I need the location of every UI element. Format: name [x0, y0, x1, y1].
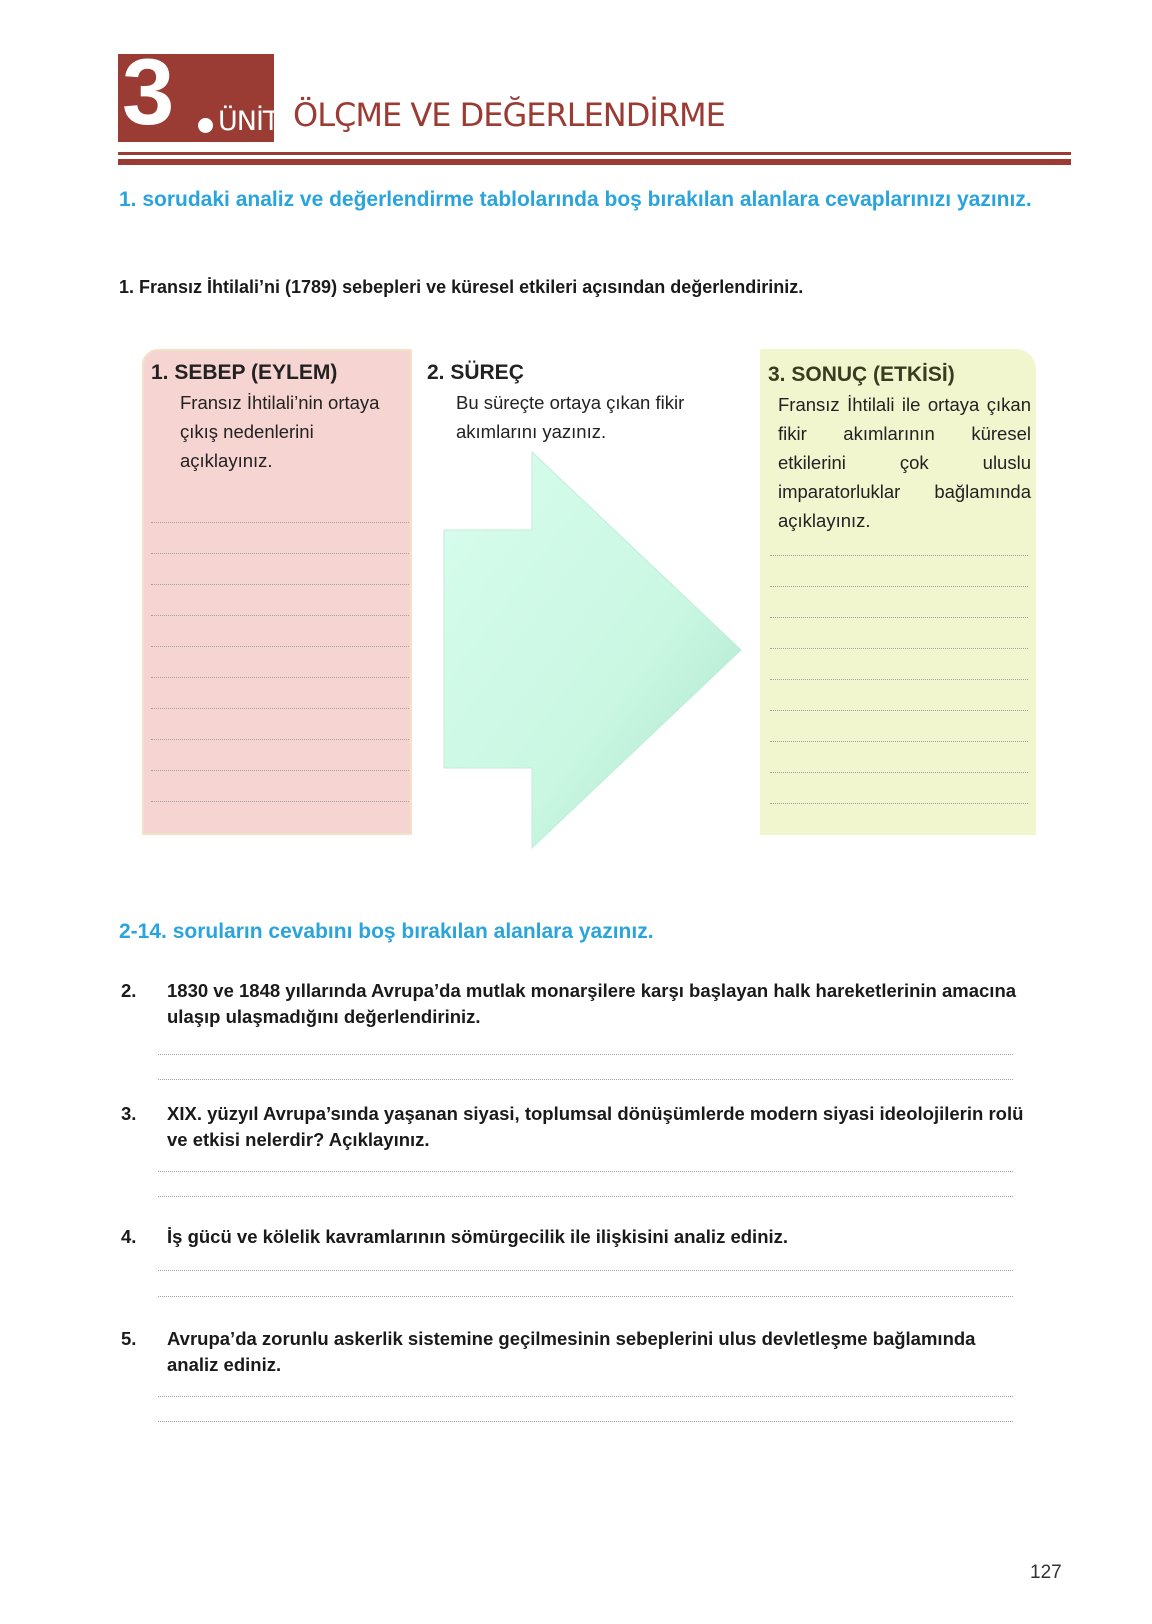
question-number: 2.: [121, 980, 137, 1001]
answer-line[interactable]: [770, 648, 1028, 649]
answer-line[interactable]: [770, 586, 1028, 587]
answer-line[interactable]: [151, 646, 409, 647]
answer-line[interactable]: [158, 1270, 1013, 1271]
cause-heading: 1. SEBEP (EYLEM): [151, 361, 338, 384]
instruction-2: 2-14. soruların cevabını boş bırakılan alanlara yazınız.: [119, 920, 654, 943]
cause-text: Fransız İhtilali’nin ortaya çıkış nedenlerini açıklayınız.: [180, 392, 380, 471]
question-number: 3.: [121, 1103, 137, 1124]
answer-line[interactable]: [158, 1079, 1013, 1080]
answer-line[interactable]: [151, 584, 409, 585]
answer-line[interactable]: [158, 1421, 1013, 1422]
question-text: İş gücü ve kölelik kavramlarının sömürgecilik ile ilişkisini analiz ediniz.: [167, 1226, 789, 1247]
page-title: ÖLÇME VE DEĞERLENDİRME: [293, 96, 725, 134]
answer-line[interactable]: [770, 803, 1028, 804]
unit-dot: [198, 118, 213, 133]
question-text: 1830 ve 1848 yıllarında Avrupa’da mutlak monarşilere karşı başlayan halk hareketlerinin amacına ulaşıp ulaşmadığını değerlendiriniz.: [167, 980, 1017, 1027]
question-text: Avrupa’da zorunlu askerlik sistemine geçilmesinin sebeplerini ulus devletleşme bağlamında analiz ediniz.: [167, 1328, 976, 1375]
answer-line[interactable]: [151, 615, 409, 616]
question-1: 1. Fransız İhtilali’ni (1789) sebepleri ve küresel etkileri açısından değerlendiriniz.: [119, 277, 804, 297]
header-rule-thin: [118, 152, 1071, 155]
instruction-1: 1. sorudaki analiz ve değerlendirme tablolarında boş bırakılan alanlara cevaplarınızı yazınız.: [119, 188, 1032, 211]
answer-line[interactable]: [158, 1296, 1013, 1297]
answer-line[interactable]: [770, 710, 1028, 711]
answer-line[interactable]: [151, 522, 409, 523]
answer-line[interactable]: [770, 679, 1028, 680]
unit-badge: [118, 39, 295, 144]
process-heading: 2. SÜREÇ: [427, 361, 524, 384]
answer-line[interactable]: [158, 1054, 1013, 1055]
unit-word: ÜNİTE: [218, 106, 295, 137]
answer-line[interactable]: [770, 555, 1028, 556]
unit-number: 3: [122, 39, 171, 144]
result-text: Fransız İhtilali ile ortaya çıkan fikir akımlarının küresel etkilerini çok uluslu imparatorluklar bağlamında açıklayınız.: [778, 394, 1031, 531]
question-number: 4.: [121, 1226, 137, 1247]
answer-line[interactable]: [151, 739, 409, 740]
question-text: XIX. yüzyıl Avrupa’sında yaşanan siyasi, toplumsal dönüşümlerde modern siyasi ideolojilerin rolü ve etkisi nelerdir? Açıklayınız.: [167, 1103, 1024, 1150]
answer-line[interactable]: [158, 1196, 1013, 1197]
result-heading: 3. SONUÇ (ETKİSİ): [768, 363, 955, 386]
answer-line[interactable]: [151, 801, 409, 802]
process-text: Bu süreçte ortaya çıkan fikir akımlarını yazınız.: [456, 392, 685, 442]
question-number: 5.: [121, 1328, 137, 1349]
answer-line[interactable]: [770, 617, 1028, 618]
process-arrow: [440, 450, 750, 850]
arrow-shape: [444, 452, 741, 848]
answer-line[interactable]: [151, 770, 409, 771]
answer-line[interactable]: [770, 741, 1028, 742]
answer-line[interactable]: [158, 1171, 1013, 1172]
answer-line[interactable]: [151, 677, 409, 678]
header-rule-thick: [118, 159, 1071, 165]
answer-line[interactable]: [151, 708, 409, 709]
page-number: 127: [1030, 1562, 1062, 1583]
answer-line[interactable]: [770, 772, 1028, 773]
answer-line[interactable]: [151, 553, 409, 554]
answer-line[interactable]: [158, 1396, 1013, 1397]
